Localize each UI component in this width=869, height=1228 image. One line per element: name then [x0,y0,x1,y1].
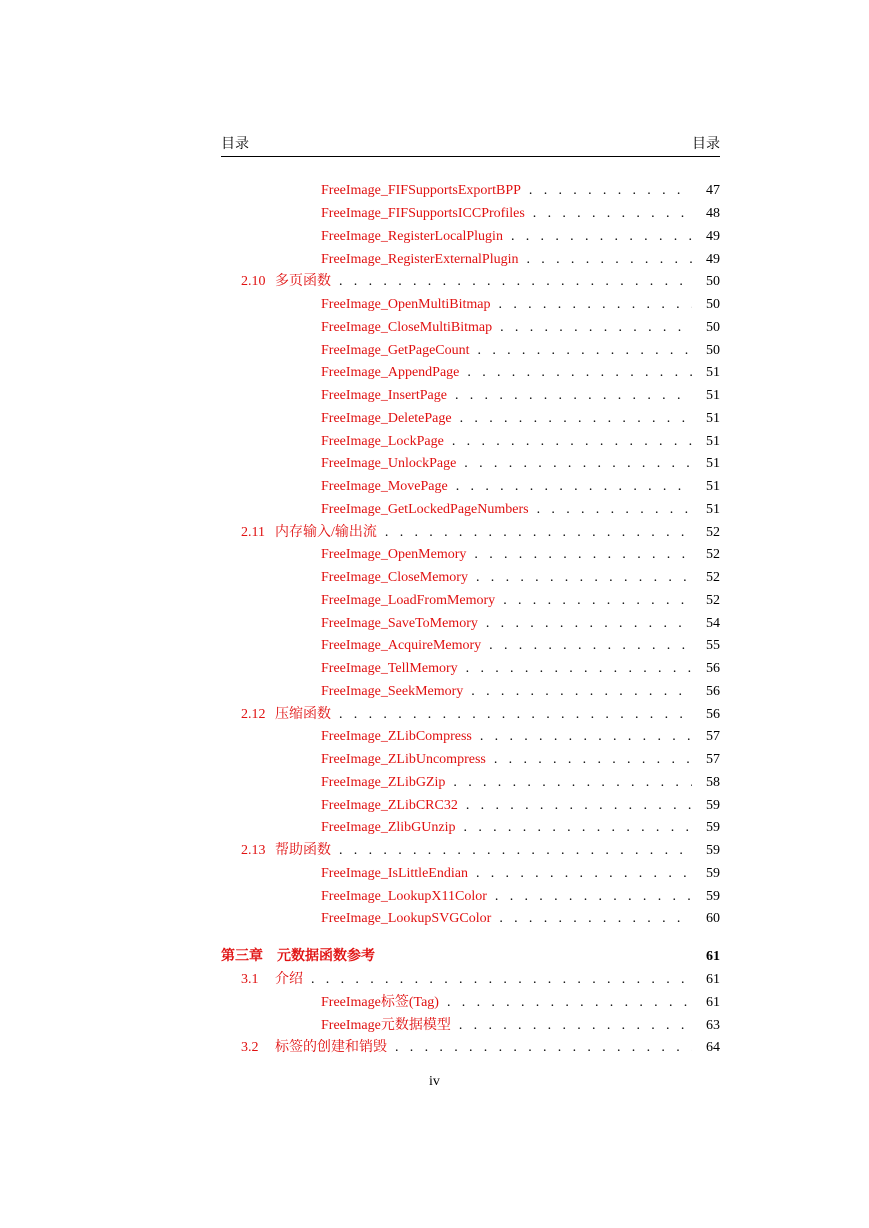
header-right-title: 目录 [692,137,720,152]
toc-page-number: 50 [706,274,720,290]
toc-entry-title[interactable]: FreeImage_ZLibGZip [321,774,446,790]
toc-subsection-entry[interactable] [221,339,720,362]
toc-subsection-entry[interactable] [221,476,720,499]
toc-page-number: 48 [706,206,720,222]
toc-page-number: 52 [706,547,720,563]
toc-page-number: 50 [706,297,720,313]
chapter-page-number: 61 [706,948,720,964]
toc-subsection-entry[interactable] [221,1014,720,1037]
dot-leader [527,252,693,268]
dot-leader [339,843,692,859]
toc-entry-title[interactable]: FreeImage标签(Tag) [321,994,439,1010]
toc-page-number: 51 [706,388,720,404]
toc-page-number: 56 [706,661,720,677]
toc-subsection-entry[interactable] [221,203,720,226]
toc-page-number: 64 [706,1040,720,1056]
toc-page-number: 59 [706,797,720,813]
toc-entry-title[interactable]: FreeImage_ZLibUncompress [321,752,486,768]
dot-leader [339,707,692,723]
chapter-label: 第三章 [221,948,263,964]
dot-leader [466,798,692,814]
toc-page-number: 51 [706,410,720,426]
toc-entry-title[interactable]: FreeImage_InsertPage [321,388,447,404]
table-of-contents [221,180,720,1060]
toc-entry-title[interactable]: FreeImage_CloseMultiBitmap [321,319,493,335]
dot-leader [395,1040,692,1056]
toc-section-number: 2.13 [241,843,266,859]
toc-entry-title[interactable]: FreeImage_LockPage [321,433,444,449]
toc-entry-title[interactable]: FreeImage_OpenMultiBitmap [321,297,491,313]
toc-entry-title[interactable]: FreeImage_OpenMemory [321,547,467,563]
toc-entry-title[interactable]: FreeImage_TellMemory [321,661,458,677]
toc-page-number: 60 [706,911,720,927]
toc-entry-title[interactable]: FreeImage_GetPageCount [321,342,470,358]
toc-entry-title[interactable]: FreeImage_AcquireMemory [321,638,482,654]
toc-entry-title[interactable]: FreeImage_FIFSupportsExportBPP [321,183,521,199]
toc-page-number: 56 [706,683,720,699]
toc-page-number: 59 [706,820,720,836]
dot-leader [499,911,692,927]
toc-subsection-entry[interactable] [221,294,720,317]
toc-subsection-entry[interactable] [221,794,720,817]
toc-subsection-entry[interactable] [221,317,720,340]
toc-subsection-entry[interactable] [221,726,720,749]
dot-leader [339,274,692,290]
dot-leader [476,570,692,586]
dot-leader [494,752,692,768]
toc-subsection-entry[interactable] [221,658,720,681]
running-header [221,136,720,157]
toc-page-number: 61 [706,972,720,988]
dot-leader [480,729,692,745]
toc-subsection-entry[interactable] [221,248,720,271]
toc-subsection-entry[interactable] [221,772,720,795]
toc-entry-title[interactable]: FreeImage_FIFSupportsICCProfiles [321,206,525,222]
toc-section-number: 3.2 [241,1040,259,1056]
dot-leader [486,616,692,632]
toc-entry-title[interactable]: FreeImage_RegisterLocalPlugin [321,228,503,244]
dot-leader [500,320,692,336]
dot-leader [471,684,692,700]
toc-page-number: 49 [706,251,720,267]
toc-entry-title[interactable]: FreeImage_ZlibGUnzip [321,820,456,836]
toc-chapter-entry[interactable] [221,945,720,969]
toc-subsection-entry[interactable] [221,681,720,704]
header-left-title: 目录 [221,137,249,152]
toc-subsection-entry[interactable] [221,992,720,1015]
dot-leader [456,479,692,495]
toc-section-number: 2.11 [241,524,265,540]
toc-page-number: 54 [706,615,720,631]
toc-section-entry[interactable] [221,1037,720,1060]
chapter-heading[interactable] [221,949,375,965]
toc-page-number: 51 [706,433,720,449]
dot-leader [455,388,692,404]
toc-subsection-entry[interactable] [221,226,720,249]
toc-entry-title[interactable]: FreeImage_MovePage [321,479,448,495]
toc-section-entry[interactable] [221,521,720,544]
dot-leader [464,820,692,836]
toc-entry-title[interactable]: FreeImage元数据模型 [321,1017,451,1033]
dot-leader [467,365,692,381]
toc-entry-title[interactable]: FreeImage_RegisterExternalPlugin [321,251,519,267]
dot-leader [452,434,692,450]
dot-leader [499,297,692,313]
dot-leader [459,1018,692,1034]
toc-subsection-entry[interactable] [221,817,720,840]
dot-leader [537,502,692,518]
toc-subsection-entry[interactable] [221,453,720,476]
toc-page-number: 50 [706,342,720,358]
toc-page-number: 61 [706,994,720,1010]
toc-entry-title[interactable]: 介绍 [275,972,303,988]
toc-subsection-entry[interactable] [221,908,720,931]
dot-leader [447,995,692,1011]
toc-page-number: 63 [706,1017,720,1033]
toc-entry-title[interactable]: 标签的创建和销毁 [275,1040,387,1056]
toc-subsection-entry[interactable] [221,590,720,613]
dot-leader [466,661,692,677]
dot-leader [453,775,692,791]
toc-section-number: 2.12 [241,706,266,722]
toc-entry-title[interactable]: 内存输入/输出流 [275,524,377,540]
toc-entry-title[interactable]: FreeImage_DeletePage [321,410,452,426]
toc-page-number: 47 [706,183,720,199]
toc-subsection-entry[interactable] [221,499,720,522]
toc-entry-title[interactable]: FreeImage_SaveToMemory [321,615,478,631]
toc-page-number: 52 [706,592,720,608]
dot-leader [478,343,692,359]
toc-subsection-entry[interactable] [221,612,720,635]
toc-page-number: 56 [706,706,720,722]
toc-entry-title[interactable]: FreeImage_LookupSVGColor [321,911,492,927]
dot-leader [311,972,692,988]
toc-section-number: 3.1 [241,972,259,988]
toc-entry-title[interactable]: 多页函数 [275,274,331,290]
toc-page-number: 58 [706,774,720,790]
toc-entry-title[interactable]: FreeImage_UnlockPage [321,456,457,472]
toc-subsection-entry[interactable] [221,635,720,658]
toc-subsection-entry[interactable] [221,567,720,590]
toc-entry-title[interactable]: FreeImage_ZLibCRC32 [321,797,458,813]
toc-subsection-entry[interactable] [221,385,720,408]
toc-page-number: 59 [706,843,720,859]
toc-entry-title[interactable]: FreeImage_LookupX11Color [321,888,487,904]
toc-page-number: 52 [706,524,720,540]
toc-page-number: 57 [706,729,720,745]
page-number: iv [429,1074,440,1089]
toc-entry-title[interactable]: FreeImage_LoadFromMemory [321,592,496,608]
dot-leader [464,456,692,472]
toc-page-number: 57 [706,752,720,768]
toc-section-entry[interactable] [221,840,720,863]
toc-entry-title[interactable]: FreeImage_GetLockedPageNumbers [321,501,529,517]
toc-entry-title[interactable]: FreeImage_SeekMemory [321,683,464,699]
dot-leader [385,525,692,541]
toc-page-number: 59 [706,888,720,904]
dot-leader [476,866,692,882]
chapter-title: 元数据函数参考 [277,948,375,964]
toc-entry-title[interactable]: FreeImage_IsLittleEndian [321,865,468,881]
dot-leader [503,593,692,609]
dot-leader [511,229,692,245]
toc-page-number: 49 [706,228,720,244]
toc-entry-title[interactable]: FreeImage_CloseMemory [321,570,468,586]
toc-subsection-entry[interactable] [221,544,720,567]
toc-page-number: 55 [706,638,720,654]
toc-page-number: 51 [706,456,720,472]
toc-page-number: 50 [706,319,720,335]
toc-entry-title[interactable]: FreeImage_AppendPage [321,365,460,381]
toc-page-number: 52 [706,570,720,586]
toc-section-entry[interactable] [221,271,720,294]
toc-entry-title[interactable]: 压缩函数 [275,706,331,722]
dot-leader [529,183,692,199]
dot-leader [489,638,692,654]
toc-entry-title[interactable]: 帮助函数 [275,843,331,859]
toc-section-entry[interactable] [221,703,720,726]
toc-page-number: 59 [706,865,720,881]
toc-page-number: 51 [706,479,720,495]
toc-subsection-entry[interactable] [221,749,720,772]
toc-page-number: 51 [706,365,720,381]
toc-page-number: 51 [706,501,720,517]
toc-subsection-entry[interactable] [221,885,720,908]
dot-leader [460,411,692,427]
dot-leader [533,206,692,222]
toc-section-entry[interactable] [221,969,720,992]
toc-subsection-entry[interactable] [221,430,720,453]
toc-section-number: 2.10 [241,274,266,290]
toc-entry-title[interactable]: FreeImage_ZLibCompress [321,729,472,745]
dot-leader [495,889,692,905]
toc-subsection-entry[interactable] [221,362,720,385]
dot-leader [474,547,692,563]
toc-subsection-entry[interactable] [221,180,720,203]
toc-subsection-entry[interactable] [221,408,720,431]
toc-subsection-entry[interactable] [221,863,720,886]
